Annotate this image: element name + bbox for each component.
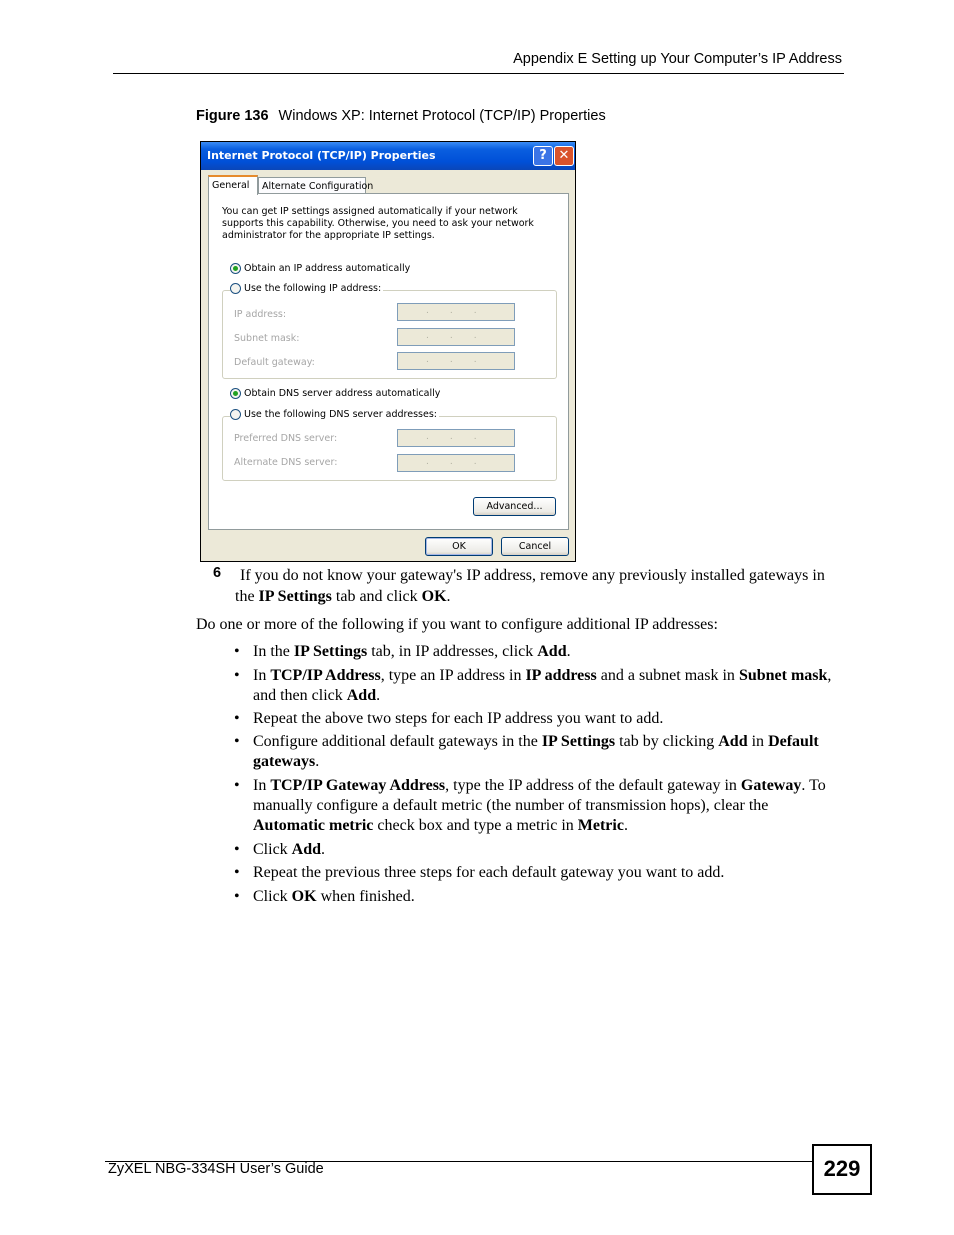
use-ip-label: Use the following IP address:	[244, 283, 382, 294]
list-item: • Repeat the previous three steps for each default gateway you want to add.	[234, 864, 725, 881]
obtain-dns-radio[interactable]	[230, 388, 442, 399]
use-ip-radio[interactable]	[230, 283, 383, 294]
list-item: • Click Add.	[234, 841, 326, 858]
figure-label: Figure 136	[196, 108, 269, 124]
header-rule	[113, 73, 844, 74]
ip-address-label: IP address:	[234, 309, 287, 320]
list-item: • Click OK when finished.	[234, 888, 415, 905]
page-number: 229	[812, 1144, 872, 1195]
step-number: 6	[213, 565, 222, 581]
dialog-description: You can get IP settings assigned automatically if your network supports this capability. Otherwise, you need to ask your network administrator for the appropriate IP settings.	[222, 206, 534, 241]
radio-unselected-icon	[230, 409, 241, 420]
help-button[interactable]: ?	[533, 146, 553, 166]
alternate-dns-label: Alternate DNS server:	[234, 457, 338, 468]
tab-general[interactable]: General	[208, 175, 258, 195]
bullet-icon: •	[234, 710, 240, 727]
obtain-ip-radio[interactable]	[230, 263, 412, 274]
bullet-icon: •	[234, 864, 240, 881]
bullet-icon: •	[234, 643, 240, 660]
step-text: If you do not know your gateway's IP address, remove any previously installed gateways in the IP Settings tab and click OK.	[235, 567, 825, 605]
intro-paragraph: Do one or more of the following if you want to configure additional IP addresses:	[196, 616, 718, 633]
figure-title: Windows XP: Internet Protocol (TCP/IP) Properties	[278, 108, 606, 124]
bullet-icon: •	[234, 841, 240, 858]
default-gateway-label: Default gateway:	[234, 357, 315, 368]
step-6	[213, 565, 833, 607]
dns-server-group	[222, 416, 557, 481]
tcpip-properties-dialog	[200, 141, 576, 562]
radio-selected-icon	[230, 263, 241, 274]
close-button[interactable]: ✕	[554, 146, 574, 166]
radio-selected-icon	[230, 388, 241, 399]
list-item: • In TCP/IP Gateway Address, type the IP address of the default gateway in Gateway. To manually configure a default metric (the number of transmission hops), clear the Automatic metric check box and type a metric in Metric.	[234, 777, 826, 834]
alternate-dns-field[interactable]: ...	[397, 454, 515, 472]
running-header: Appendix E Setting up Your Computer’s IP Address	[513, 51, 842, 67]
ip-address-group	[222, 290, 557, 379]
list-item: • Configure additional default gateways in the IP Settings tab by clicking Add in Default gateways.	[234, 733, 819, 770]
preferred-dns-label: Preferred DNS server:	[234, 433, 338, 444]
obtain-dns-label: Obtain DNS server address automatically	[244, 388, 441, 399]
use-dns-label: Use the following DNS server addresses:	[244, 409, 437, 420]
use-dns-radio[interactable]	[230, 409, 439, 420]
bullet-icon: •	[234, 777, 240, 794]
subnet-mask-label: Subnet mask:	[234, 333, 300, 344]
list-item: • In TCP/IP Address, type an IP address in IP address and a subnet mask in Subnet mask, and then click Add.	[234, 667, 832, 704]
figure-caption	[196, 108, 606, 124]
tab-alternate-configuration[interactable]: Alternate Configuration	[258, 177, 366, 195]
radio-unselected-icon	[230, 283, 241, 294]
subnet-mask-field[interactable]: ...	[397, 328, 515, 346]
bullet-icon: •	[234, 667, 240, 684]
dialog-title-bar	[201, 142, 575, 170]
list-item: • In the IP Settings tab, in IP addresses, click Add.	[234, 643, 571, 660]
bullet-icon: •	[234, 733, 240, 750]
footer-guide-title: ZyXEL NBG-334SH User’s Guide	[108, 1161, 324, 1177]
advanced-button[interactable]: Advanced...	[473, 497, 556, 516]
ip-address-field[interactable]: ...	[397, 303, 515, 321]
dialog-title: Internet Protocol (TCP/IP) Properties	[207, 149, 436, 162]
bullet-icon: •	[234, 888, 240, 905]
cancel-button[interactable]: Cancel	[501, 537, 569, 556]
obtain-ip-label: Obtain an IP address automatically	[244, 263, 411, 274]
list-item: • Repeat the above two steps for each IP address you want to add.	[234, 710, 664, 727]
preferred-dns-field[interactable]: ...	[397, 429, 515, 447]
ok-button[interactable]: OK	[425, 537, 493, 556]
default-gateway-field[interactable]: ...	[397, 352, 515, 370]
